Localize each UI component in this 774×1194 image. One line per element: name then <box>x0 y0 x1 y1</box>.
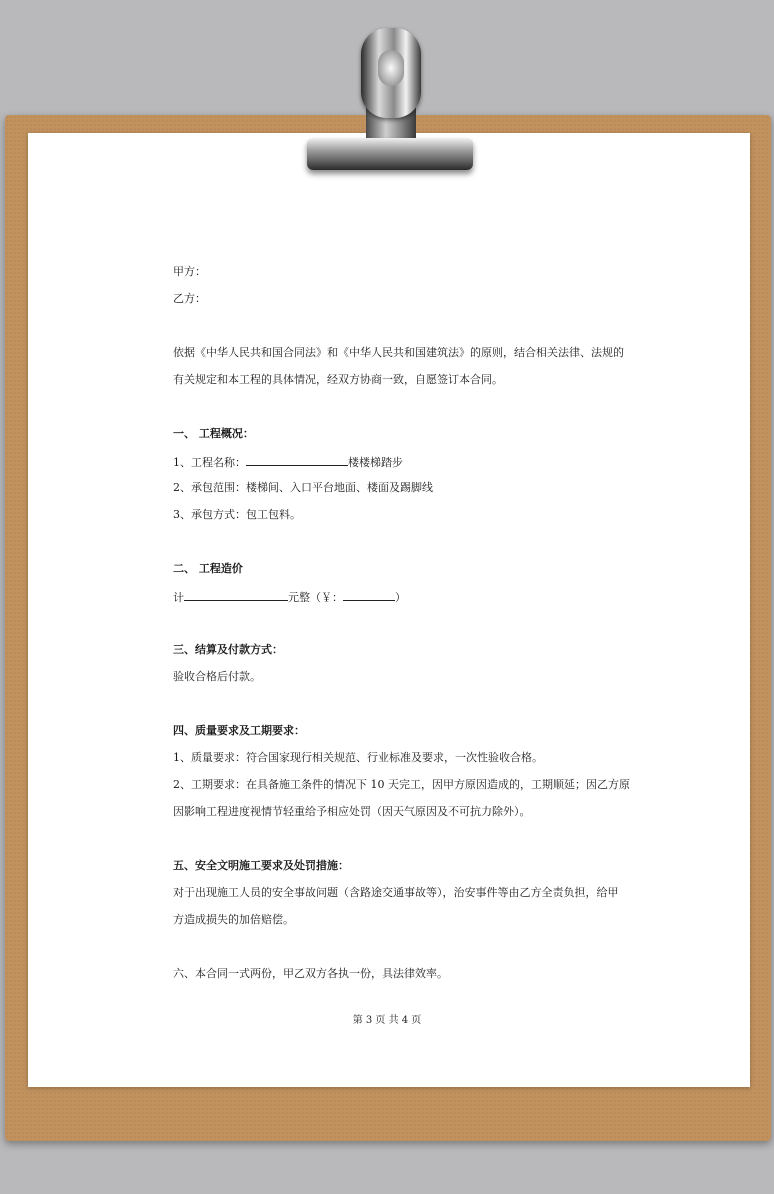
section-3-heading: 三、结算及付款方式： <box>173 643 283 656</box>
preamble-line-1: 依据《中华人民共和国合同法》和《中华人民共和国建筑法》的原则，结合相关法律、法规的 <box>173 346 624 359</box>
price-prefix: 计 <box>173 591 184 604</box>
safety-line-2: 方造成损失的加倍赔偿。 <box>173 913 294 926</box>
clip-body <box>307 138 473 170</box>
document-page <box>28 133 750 1087</box>
payment-text: 验收合格后付款。 <box>173 670 261 683</box>
quality-line: 1、质量要求：符合国家现行相关规范、行业标准及要求，一次性验收合格。 <box>173 751 543 764</box>
price-words-blank <box>184 589 288 601</box>
contract-mode-line: 3、承包方式：包工包料。 <box>173 508 301 521</box>
clip-hole <box>378 50 404 86</box>
price-mid: 元整（￥： <box>288 591 343 604</box>
safety-line-1: 对于出现施工人员的安全事故问题（含路途交通事故等），治安事件等由乙方全责负担，给甲 <box>173 886 619 899</box>
section-4-heading: 四、质量要求及工期要求： <box>173 724 305 737</box>
schedule-line-2: 因影响工程进度视情节轻重给予相应处罚（因天气原因及不可抗力除外）。 <box>173 805 531 818</box>
section-1-heading: 一、 工程概况： <box>173 427 254 440</box>
project-name-line <box>173 454 403 470</box>
price-line <box>173 589 406 605</box>
page-number: 第 3 页 共 4 页 <box>352 1015 422 1026</box>
preamble-line-2: 有关规定和本工程的具体情况，经双方协商一致，自愿签订本合同。 <box>173 373 503 386</box>
party-a-label: 甲方： <box>173 265 206 278</box>
price-suffix: ） <box>395 591 406 604</box>
project-name-prefix: 1、工程名称： <box>173 456 246 469</box>
scope-line: 2、承包范围：楼梯间、入口平台地面、楼面及踢脚线 <box>173 481 433 494</box>
section-5-heading: 五、安全文明施工要求及处罚措施： <box>173 859 349 872</box>
project-name-blank <box>246 454 348 466</box>
party-b-label: 乙方： <box>173 292 206 305</box>
price-number-blank <box>343 589 395 601</box>
project-name-suffix: 楼楼梯踏步 <box>348 456 403 469</box>
schedule-line-1: 2、工期要求：在具备施工条件的情况下 10 天完工，因甲方原因造成的，工期顺延；因乙方原 <box>173 778 630 791</box>
section-6-text: 六、本合同一式两份，甲乙双方各执一份，具法律效率。 <box>173 967 448 980</box>
section-2-heading: 二、 工程造价 <box>173 562 243 575</box>
